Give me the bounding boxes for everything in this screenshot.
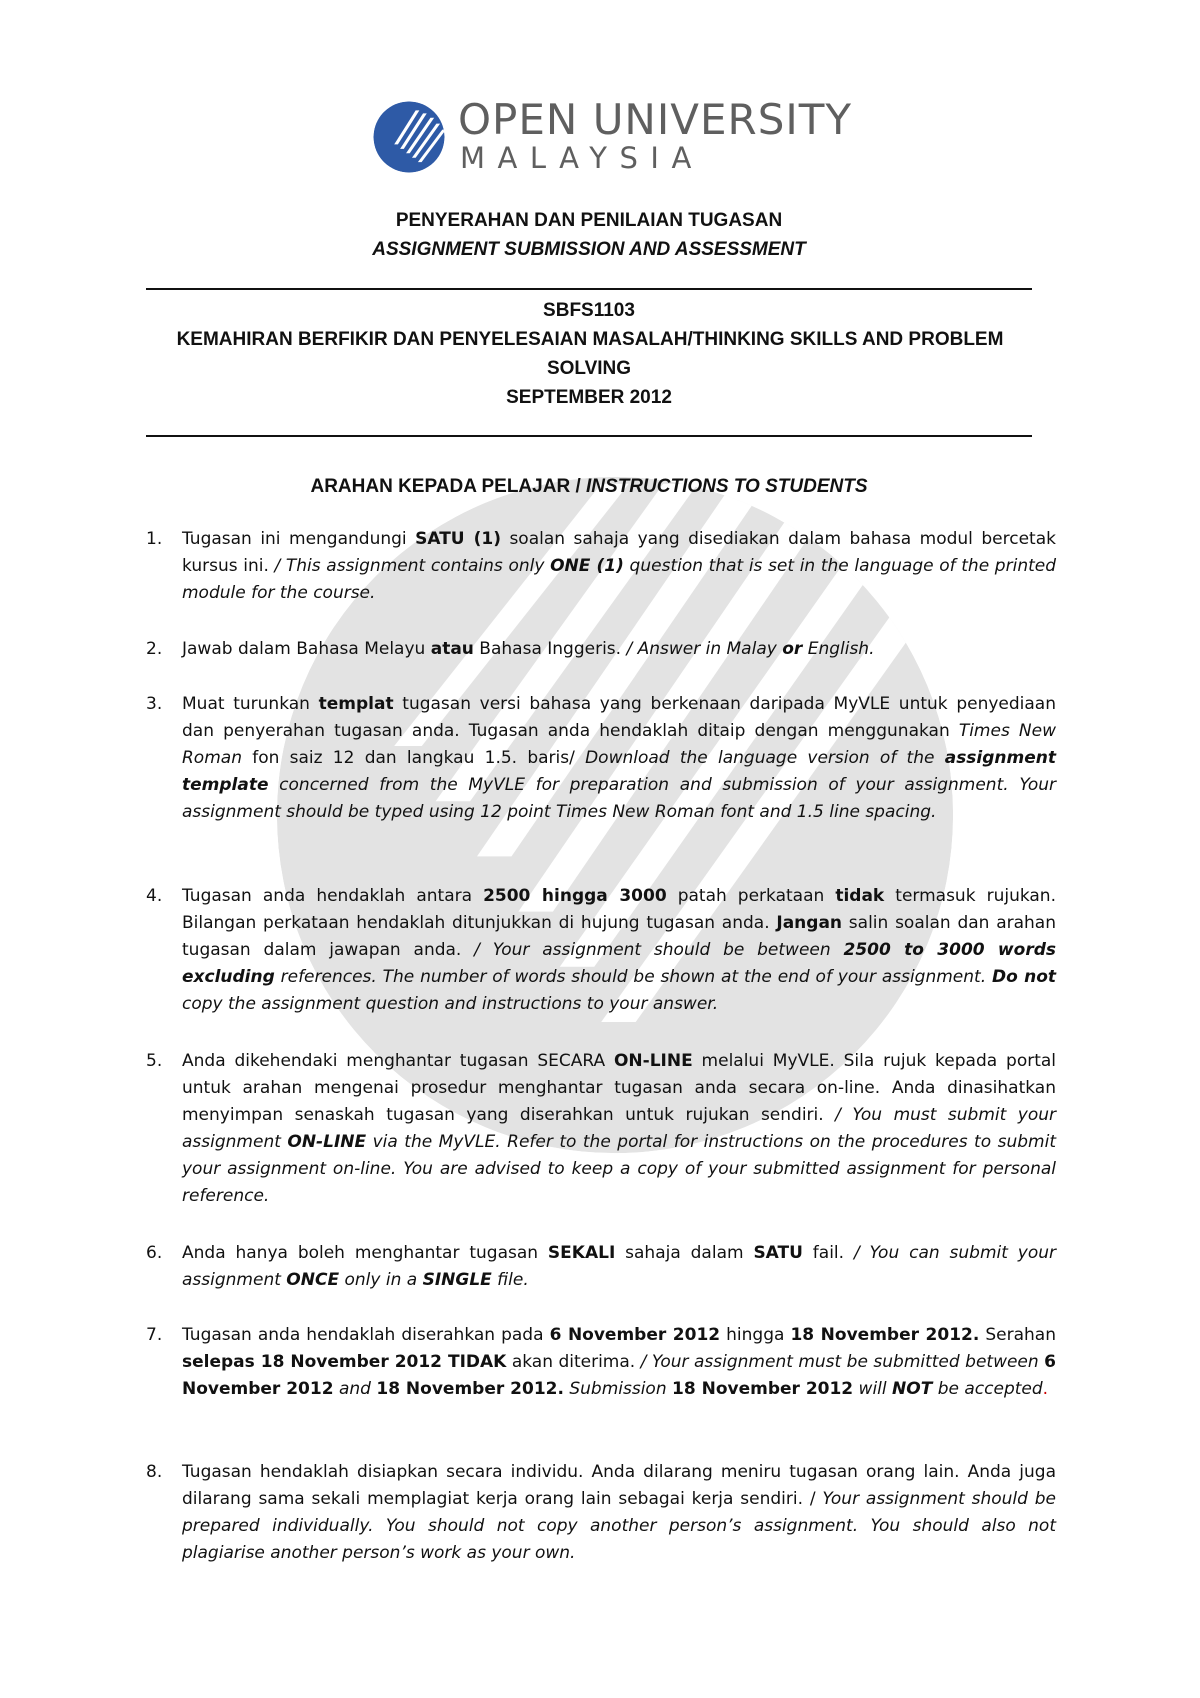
instruction-text-run: termasuk rujukan. Bilangan perkataan hendaklah ditunjukkan di hujung tugasan anda. bbox=[182, 886, 1056, 933]
instruction-text-run: hingga bbox=[720, 1325, 791, 1345]
instruction-text-run: file. bbox=[491, 1270, 529, 1290]
instruction-text-run: SATU bbox=[753, 1243, 803, 1263]
instruction-item bbox=[146, 1240, 1056, 1294]
instruction-text bbox=[182, 1322, 1056, 1403]
instruction-item bbox=[146, 526, 1056, 607]
instruction-text-run: tugasan versi bahasa yang berkenaan daripada MyVLE untuk penyediaan dan penyerahan tugasan anda. Tugasan anda hendaklah ditaip dengan menggunakan bbox=[182, 694, 1056, 741]
instruction-text bbox=[182, 1240, 1056, 1294]
instruction-text-run: ON-LINE bbox=[287, 1132, 367, 1152]
instruction-number: 1. bbox=[146, 529, 163, 549]
instruction-text-run: Tugasan ini mengandungi bbox=[182, 529, 416, 549]
logo-line-1: OPEN UNIVERSITY bbox=[458, 95, 853, 144]
instruction-text-run: references. The number of words should be shown at the end of your assignment. bbox=[274, 967, 992, 987]
instruction-item bbox=[146, 636, 1056, 663]
instructions-heading-malay: ARAHAN KEPADA PELAJAR / bbox=[310, 476, 587, 497]
title-malay: PENYERAHAN DAN PENILAIAN TUGASAN bbox=[395, 210, 783, 231]
instruction-number: 5. bbox=[146, 1051, 163, 1071]
instruction-text-run: SATU (1) bbox=[415, 529, 501, 549]
instruction-text-run: sahaja dalam bbox=[615, 1243, 754, 1263]
instruction-text-run: . bbox=[1042, 1379, 1049, 1399]
instruction-text-run: / You can submit your assignment bbox=[182, 1243, 1057, 1290]
instruction-text-run: ON-LINE bbox=[613, 1051, 693, 1071]
instruction-text-run: / Your assignment must be submitted between bbox=[640, 1352, 1045, 1372]
instruction-item bbox=[146, 1459, 1056, 1567]
instruction-item bbox=[146, 1048, 1056, 1210]
instruction-text-run: Do not bbox=[991, 967, 1056, 987]
instruction-text-run: selepas 18 November 2012 TIDAK bbox=[182, 1352, 507, 1372]
instruction-number: 6. bbox=[146, 1243, 163, 1263]
instruction-text-run: fon saiz 12 dan langkau 1.5. baris/ bbox=[241, 748, 586, 768]
instructions-heading-english: INSTRUCTIONS TO STUDENTS bbox=[586, 476, 868, 497]
instruction-item bbox=[146, 1322, 1056, 1403]
instruction-text bbox=[182, 883, 1056, 1018]
instruction-text-run: will bbox=[853, 1379, 893, 1399]
instruction-text bbox=[182, 526, 1056, 607]
instruction-text-run: via the MyVLE. Refer to the portal for instructions on the procedures to submit your assignment on-line. You are advised to keep a copy of your submitted assignment for personal reference. bbox=[182, 1132, 1056, 1206]
instruction-text-run: templat bbox=[318, 694, 394, 714]
instruction-text-run: NOT bbox=[892, 1379, 933, 1399]
instruction-text-run: 2500 to 3000 words excluding bbox=[182, 940, 1056, 987]
instruction-text bbox=[182, 1459, 1056, 1567]
instruction-text-run: English. bbox=[802, 639, 875, 659]
university-logo bbox=[372, 95, 853, 178]
instruction-text-run: Tugasan anda hendaklah diserahkan pada bbox=[182, 1325, 550, 1345]
course-name-line-2: SOLVING bbox=[546, 358, 632, 379]
instruction-text bbox=[182, 691, 1056, 826]
instruction-number: 4. bbox=[146, 886, 163, 906]
instruction-text-run: fail. bbox=[802, 1243, 854, 1263]
instruction-text-run: soalan sahaja yang disediakan dalam bahasa modul bercetak kursus ini. bbox=[182, 529, 1056, 576]
instruction-text-run: ONCE bbox=[286, 1270, 340, 1290]
course-name-line-1: KEMAHIRAN BERFIKIR DAN PENYELESAIAN MASALAH/THINKING SKILLS AND PROBLEM bbox=[176, 329, 1004, 350]
divider-top bbox=[146, 288, 1032, 290]
instruction-text-run: and bbox=[333, 1379, 377, 1399]
logo-emblem-icon bbox=[372, 100, 446, 174]
instruction-text-run: Anda hanya boleh menghantar tugasan bbox=[182, 1243, 548, 1263]
instruction-text-run: Muat turunkan bbox=[182, 694, 319, 714]
instruction-text-run: Submission bbox=[563, 1379, 673, 1399]
instruction-text-run: Tugasan anda hendaklah antara bbox=[182, 886, 484, 906]
instruction-text-run: Jawab dalam Bahasa Melayu bbox=[182, 639, 431, 659]
instruction-number: 3. bbox=[146, 694, 163, 714]
instruction-text-run: Bahasa Inggeris. bbox=[473, 639, 627, 659]
instruction-number: 8. bbox=[146, 1462, 163, 1482]
instruction-text-run: Jangan bbox=[776, 913, 843, 933]
instruction-text-run: Download the language version of the bbox=[585, 748, 945, 768]
instruction-text bbox=[182, 1048, 1056, 1210]
instruction-text-run: Serahan bbox=[979, 1325, 1056, 1345]
instruction-text-run: Times New Roman bbox=[182, 721, 1056, 768]
instruction-text-run: Your assignment should be prepared individually. You should not copy another person’s assignment. You should also not plagiarise another person’s work as your own. bbox=[182, 1489, 1057, 1563]
instruction-text-run: only in a bbox=[339, 1270, 423, 1290]
title-english: ASSIGNMENT SUBMISSION AND ASSESSMENT bbox=[372, 239, 806, 260]
instruction-text bbox=[182, 636, 1056, 663]
instruction-text-run: or bbox=[782, 639, 803, 659]
instruction-item bbox=[146, 691, 1056, 826]
instruction-text-run: question that is set in the language of the printed module for the course. bbox=[182, 556, 1057, 603]
instruction-number: 2. bbox=[146, 639, 163, 659]
instruction-text-run: patah perkataan bbox=[666, 886, 836, 906]
instruction-text-run: 2500 hingga 3000 bbox=[483, 886, 667, 906]
instruction-text-run: be accepted bbox=[932, 1379, 1043, 1399]
instruction-number: 7. bbox=[146, 1325, 163, 1345]
instruction-text-run: copy the assignment question and instructions to your answer. bbox=[182, 994, 719, 1014]
semester: SEPTEMBER 2012 bbox=[506, 387, 672, 408]
instruction-text-run: 6 November 2012 bbox=[549, 1325, 721, 1345]
instruction-text-run: / You must submit your assignment bbox=[182, 1105, 1056, 1152]
instruction-text-run: / This assignment contains only bbox=[274, 556, 551, 576]
instruction-text-run: 18 November 2012. bbox=[790, 1325, 980, 1345]
instruction-text-run: salin soalan dan arahan tugasan dalam jawapan anda. bbox=[182, 913, 1056, 960]
logo-line-2: MALAYSIA bbox=[460, 141, 704, 175]
instruction-text-run: melalui MyVLE. Sila rujuk kepada portal untuk arahan mengenai prosedur menghantar tugasan anda secara on-line. Anda dinasihatkan menyimpan senaskah tugasan yang diserahkan untuk rujukan sendiri. bbox=[182, 1051, 1057, 1125]
instruction-text-run: atau bbox=[430, 639, 474, 659]
instruction-text-run: / Your assignment should be between bbox=[474, 940, 844, 960]
instruction-text-run: concerned from the MyVLE for preparation and submission of your assignment. Your assignment should be typed using 12 point Times New Roman font and 1.5 line spacing. bbox=[182, 775, 1056, 822]
course-code: SBFS1103 bbox=[543, 300, 635, 321]
instruction-text-run: 6 November 2012 bbox=[182, 1352, 1056, 1399]
instruction-text-run: 18 November 2012 bbox=[672, 1379, 854, 1399]
instruction-item bbox=[146, 883, 1056, 1018]
instruction-text-run: tidak bbox=[835, 886, 885, 906]
instruction-text-run: ONE (1) bbox=[550, 556, 624, 576]
instruction-text-run: SINGLE bbox=[422, 1270, 492, 1290]
instruction-text-run: Tugasan hendaklah disiapkan secara individu. Anda dilarang meniru tugasan orang lain. Anda juga dilarang sama sekali memplagiat kerja orang lain sebagai kerja sendiri. / bbox=[182, 1462, 1056, 1509]
instruction-text-run: 18 November 2012. bbox=[376, 1379, 564, 1399]
instruction-text-run: akan diterima. bbox=[506, 1352, 641, 1372]
divider-bottom bbox=[146, 435, 1032, 437]
instructions-heading bbox=[146, 472, 1032, 502]
instruction-text-run: / Answer in Malay bbox=[626, 639, 783, 659]
instruction-text-run: SEKALI bbox=[547, 1243, 616, 1263]
instruction-text-run: assignment template bbox=[182, 748, 1056, 795]
instruction-text-run: Anda dikehendaki menghantar tugasan SECARA bbox=[182, 1051, 614, 1071]
